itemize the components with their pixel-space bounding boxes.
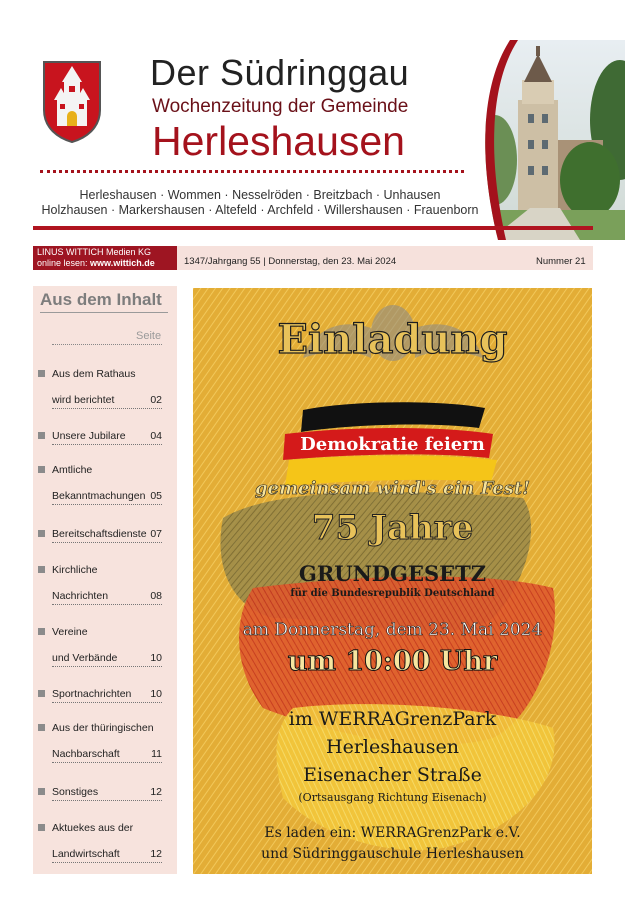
toc-page-dots xyxy=(52,344,162,345)
poster-invite-2: und Südringgauschule Herleshausen xyxy=(261,846,524,862)
poster-years: 75 Jahre xyxy=(311,508,474,548)
toc-entry-line xyxy=(52,528,162,543)
castle-photo xyxy=(470,40,625,240)
toc-entry-line xyxy=(52,490,162,505)
toc-entry-title: Aus dem Rathaus xyxy=(52,368,136,380)
toc-entry-page: 05 xyxy=(150,490,162,502)
toc-entry-title: Unsere Jubilare xyxy=(52,430,126,442)
toc-entry-page: 12 xyxy=(150,848,162,860)
toc-entry-title: Kirchliche xyxy=(52,564,98,576)
toc-entry-title: Vereine xyxy=(52,626,88,638)
toc-title-underline xyxy=(40,312,168,313)
toc-title: Aus dem Inhalt xyxy=(40,290,162,309)
toc-entry-page: 12 xyxy=(150,786,162,798)
bullet-icon xyxy=(38,466,45,473)
publisher-box xyxy=(33,246,177,270)
bullet-icon xyxy=(38,690,45,697)
toc-entry-title: Bereitschaftsdienste xyxy=(52,528,147,540)
toc-entry-page: 11 xyxy=(151,748,162,760)
toc-entry-title: Sonstiges xyxy=(52,786,99,798)
toc-entry-title-cont: Nachrichten xyxy=(52,590,109,602)
toc-entry-title: Sportnachrichten xyxy=(52,688,132,700)
toc-entry-line xyxy=(52,430,162,445)
toc-entry-page: 02 xyxy=(150,394,162,406)
toc-entry-page: 10 xyxy=(150,652,162,664)
online-url[interactable]: www.wittich.de xyxy=(90,258,155,268)
toc-entry-title: Amtliche xyxy=(52,464,93,476)
event-poster xyxy=(193,288,592,874)
toc-entry-title-cont: und Verbände xyxy=(52,652,118,664)
newspaper-subtitle: Wochenzeitung der Gemeinde xyxy=(152,96,409,117)
poster-date: am Donnerstag, dem 23. Mai 2024 xyxy=(242,620,543,640)
toc-entry-title-cont: wird berichtet xyxy=(52,394,115,406)
online-line xyxy=(37,258,173,269)
toc-entry-line xyxy=(52,394,162,409)
municipality-name: Herleshausen xyxy=(152,118,405,164)
toc-entry-line xyxy=(52,688,162,703)
bullet-icon xyxy=(38,824,45,831)
poster-venue-2: Herleshausen xyxy=(326,736,459,758)
toc-entry-page: 08 xyxy=(150,590,162,602)
poster-venue-3: Eisenacher Straße xyxy=(303,764,482,786)
coat-of-arms-icon xyxy=(42,58,102,144)
towns-line-2: Holzhausen · Markershausen · Altefeld · Archfeld · Willershausen · Frauenborn xyxy=(41,203,479,217)
publisher-name: LINUS WITTICH Medien KG xyxy=(37,247,152,257)
bullet-icon xyxy=(38,432,45,439)
towns-line-1: Herleshausen · Wommen · Nesselröden · Breitzbach · Unhausen xyxy=(79,188,441,202)
toc-entry-line xyxy=(52,786,162,801)
toc-entry-page: 10 xyxy=(150,688,162,700)
toc-entry-page: 04 xyxy=(150,430,162,442)
toc-page-label: Seite xyxy=(136,330,162,342)
poster-heading: Einladung xyxy=(277,316,508,363)
toc-entry-page: 07 xyxy=(150,528,162,540)
poster-fest: gemeinsam wird's ein Fest! xyxy=(254,478,531,499)
dotted-divider xyxy=(40,170,464,173)
bullet-icon xyxy=(38,370,45,377)
toc-entry-line xyxy=(52,590,162,605)
toc-entry-title: Aktuekes aus der xyxy=(52,822,134,834)
issue-info: 1347/Jahrgang 55 | Donnerstag, den 23. Mai 2024 xyxy=(184,256,397,267)
poster-law: GRUNDGESETZ xyxy=(298,561,487,586)
toc-entry-line xyxy=(52,652,162,667)
toc-entry-line xyxy=(52,748,162,763)
online-label: online lesen: xyxy=(37,258,91,268)
poster-law-sub: für die Bundesrepublik Deutschland xyxy=(290,588,495,599)
toc-entry-title: Aus der thüringischen xyxy=(52,722,154,734)
newspaper-title: Der Südringgau xyxy=(150,52,410,93)
toc-entry-title-cont: Nachbarschaft xyxy=(52,748,120,760)
bullet-icon xyxy=(38,566,45,573)
issue-number: Nummer 21 xyxy=(536,256,586,267)
bullet-icon xyxy=(38,530,45,537)
bullet-icon xyxy=(38,628,45,635)
bullet-icon xyxy=(38,724,45,731)
toc-entry-line xyxy=(52,848,162,863)
toc-entry-title-cont: Landwirtschaft xyxy=(52,848,120,860)
poster-venue-note: (Ortsausgang Richtung Eisenach) xyxy=(298,791,487,804)
poster-invite-1: Es laden ein: WERRAGrenzPark e.V. xyxy=(264,825,521,841)
poster-venue-1: im WERRAGrenzPark xyxy=(288,708,497,730)
bullet-icon xyxy=(38,788,45,795)
poster-time: um 10:00 Uhr xyxy=(287,646,498,677)
toc-entry-title-cont: Bekanntmachungen xyxy=(52,490,146,502)
poster-democracy: Demokratie feiern xyxy=(300,434,485,455)
header-red-bar xyxy=(33,226,593,230)
